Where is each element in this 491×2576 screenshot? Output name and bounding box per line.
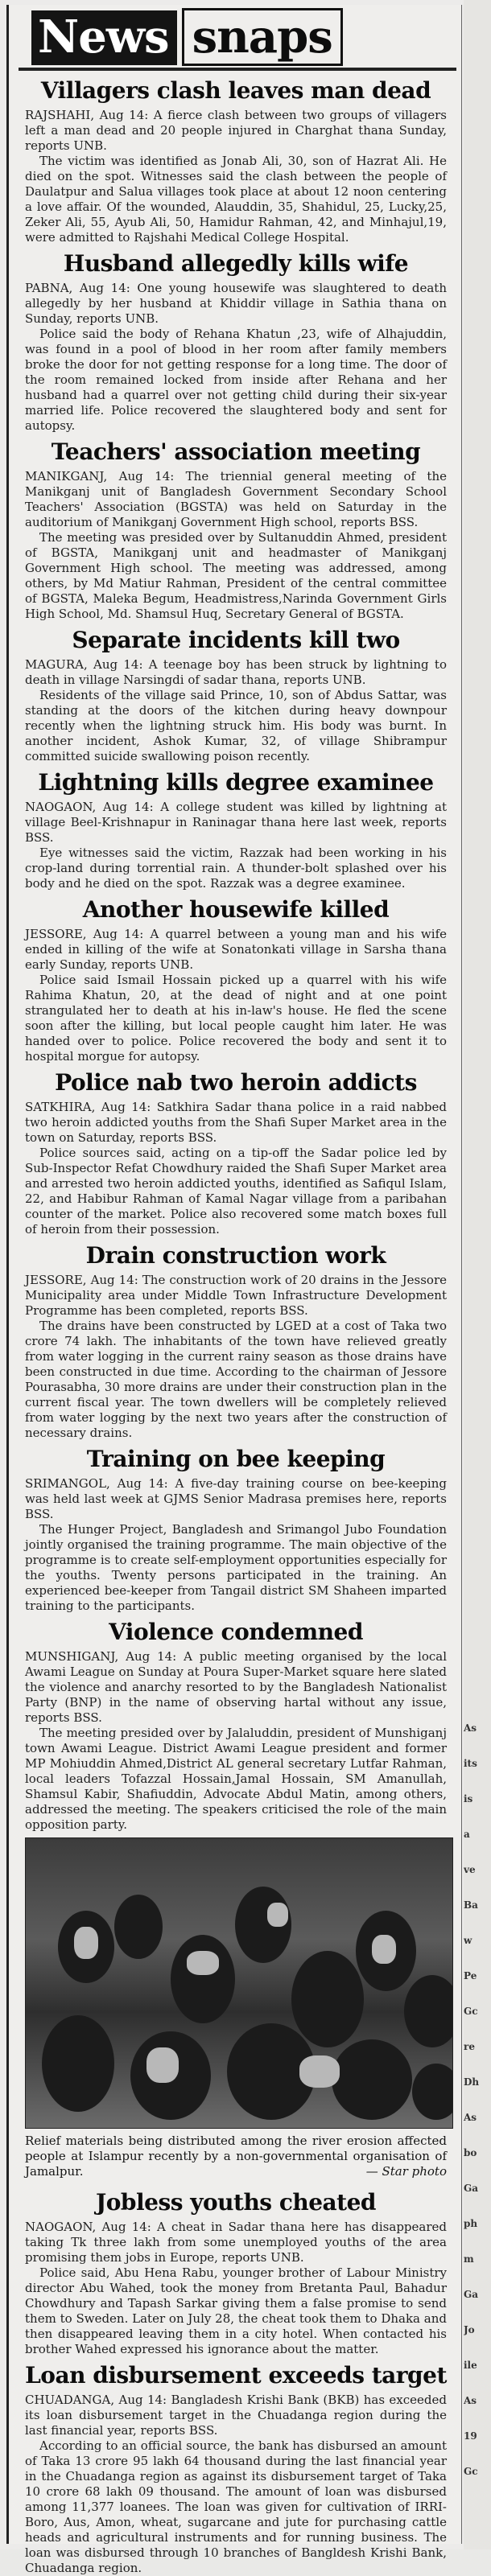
adjacent-column-fragment: Ga [464, 2183, 479, 2194]
story-headline: Jobless youths cheated [95, 2189, 377, 2216]
adjacent-column-fragment: Ga [464, 2289, 479, 2300]
masthead-rule [19, 68, 456, 71]
adjacent-column-fragment: is [464, 1793, 473, 1804]
adjacent-column-fragment: ph [464, 2218, 478, 2229]
story-paragraph: Police sources said, acting on a tip-off the Sadar police led by Sub-Inspector Refat Chowdhury raided the Shafi Super Market area and arrested two heroin addicted youths, identified as Safiqul Islam, 22, and Habibur Rahman of Kamal Nagar village from a paribahan counter of the market. Police also recovered some match boxes full of heroin from their possession. [25, 1146, 447, 1237]
news-story [25, 1242, 447, 1441]
adjacent-column-fragment: Ba [464, 1899, 478, 1911]
story-paragraph: JESSORE, Aug 14: A quarrel between a young man and his wife ended in killing of the wife at Sonatonkati village in Sarsha thana early Sunday, reports UNB. [25, 927, 447, 972]
story-paragraph: MUNSHIGANJ, Aug 14: A public meeting organised by the local Awami League on Sunday at Poura Super-Market square here slated the violence and anarchy resorted to by the Bangladesh Nationalist Party (BNP) in the name of observing hartal without any issue, reports BSS. [25, 1649, 447, 1725]
story-headline: Separate incidents kill two [72, 627, 400, 653]
photo-caption-text: Relief materials being distributed among the river erosion affected people at Islampur recently by a non-governmental organisation of Jamalpur. [25, 2134, 447, 2179]
adjacent-column-fragment: w [464, 1935, 472, 1946]
adjacent-column-fragment: As [464, 1722, 477, 1734]
adjacent-column-fragment: re [464, 2041, 475, 2052]
adjacent-column-fragment: ile [464, 2360, 477, 2371]
news-story [25, 896, 447, 1064]
adjacent-column-fragment: its [464, 1758, 477, 1769]
story-headline: Teachers' association meeting [51, 438, 421, 465]
photo-figure [114, 1895, 163, 1959]
story-paragraph: RAJSHAHI, Aug 14: A fierce clash between two groups of villagers left a man dead and 20 people injured in Charghat thana Sunday, reports UNB. [25, 108, 447, 153]
story-paragraph: PABNA, Aug 14: One young housewife was slaughtered to death allegedly by her husband at Khiddir village in Sathia thana on Sunday, reports UNB. [25, 281, 447, 326]
story-headline: Husband allegedly kills wife [63, 250, 409, 277]
news-story [25, 769, 447, 891]
story-headline: Violence condemned [109, 1619, 363, 1645]
story-paragraph: Residents of the village said Prince, 10, son of Abdus Sattar, was standing at the doors of the kitchen during heavy downpour recently when the lightning struck him. His body was burnt. In another incident, Ashok Kumar, 32, of village Shibrampur committed suicide swallowing poison recently. [25, 688, 447, 763]
adjacent-column-strip [464, 0, 491, 2549]
photo-figure [404, 1975, 453, 2047]
story-paragraph: NAOGAON, Aug 14: A cheat in Sadar thana here has disappeared taking Tk three lakh from some unemployed youths of the area promising them jobs in Europe, reports UNB. [25, 2220, 447, 2265]
story-paragraph: The victim was identified as Jonab Ali, 30, son of Hazrat Ali. He died on the spot. Witnesses said the clash between the people of Daulatpur and Salua villages took place at about 12 noon centering a love affair. Of the wounded, Alauddin, 35, Shahidul, 25, Lucky,25, Zeker Ali, 55, Ayub Ali, 50, Hamidur Rahman, 42, and Minhajul,19, were admitted to Rajshahi Medical College Hospital. [25, 154, 447, 245]
story-paragraph: The Hunger Project, Bangladesh and Srimangol Jubo Foundation jointly organised the training programme. The main objective of the programme is to create self-employment opportunities especially for the youths. Twenty persons participated in the training. An experienced bee-keeper from Tangail district SM Shaheen imparted training to the participants. [25, 1522, 447, 1613]
photo-figure [171, 1935, 235, 2023]
story-paragraph: Eye witnesses said the victim, Razzak had been working in his crop-land during torrential rain. A thunder-bolt splashed over his body and he died on the spot. Razzak was a degree examinee. [25, 846, 447, 891]
story-headline: Villagers clash leaves man dead [40, 77, 431, 104]
news-snaps-column [6, 5, 462, 2575]
story-paragraph: CHUADANGA, Aug 14: Bangladesh Krishi Bank (BKB) has exceeded its loan disbursement target in the Chuadanga region during the last financial year, reports BSS. [25, 2393, 447, 2438]
story-paragraph: NAOGAON, Aug 14: A college student was killed by lightning at village Beel-Krishnapur in Raninagar thana here last week, reports BSS. [25, 800, 447, 845]
photo-highlight [146, 2047, 179, 2083]
photo-highlight [267, 1903, 288, 1927]
news-story [25, 2362, 447, 2576]
story-headline: Another housewife killed [82, 896, 390, 923]
photo-highlight [299, 2055, 340, 2088]
photo-block [9, 1837, 461, 2184]
story-headline: Lightning kills degree examinee [38, 769, 434, 796]
news-story [25, 627, 447, 764]
photo-figure [42, 2015, 114, 2112]
story-paragraph: SATKHIRA, Aug 14: Satkhira Sadar thana police in a raid nabbed two heroin addicted youths from the Shafi Super Market area in the town on Saturday, reports BSS. [25, 1100, 447, 1145]
story-paragraph: The meeting presided over by Jalaluddin, president of Munshiganj town Awami League. District Awami League president and former MP Mohiuddin Ahmed,District AL general secretary Lutfar Rahman, local leaders Tofazzal Hossain,Jamal Hossain, SM Amanullah, Shamsul Kabir, Shafiuddin, Advocate Abdul Matin, among others, addressed the meeting. The speakers criticised the role of the main opposition party. [25, 1726, 447, 1832]
story-paragraph: MANIKGANJ, Aug 14: The triennial general meeting of the Manikganj unit of Bangladesh Government Secondary School Teachers' Association (BGSTA) was held on Saturday in the auditorium of Manikganj Government High school, reports BSS. [25, 469, 447, 529]
section-title-news: News [31, 10, 177, 65]
photo-highlight [187, 1951, 219, 1975]
news-story [25, 1069, 447, 1237]
story-paragraph: According to an official source, the bank has disbursed an amount of Taka 13 crore 95 lakh 64 thousand during the last financial year in the Chuadanga region as against its disbursement target of Taka 10 crore 68 lakh 09 thousand. The amount of loan was disbursed among 11,377 loanees. The loan was given for cultivation of IRRI-Boro, Aus, Amon, wheat, sugarcane and jute for purchasing cattle heads and agricultural instruments and for running business. The loan was disbursed through 10 branches of Bangldesh Krishi Bank, Chuadanga region. [25, 2438, 447, 2575]
photo-highlight [372, 1935, 396, 1964]
adjacent-column-fragment: As [464, 2112, 477, 2123]
story-headline: Police nab two heroin addicts [55, 1069, 417, 1096]
story-paragraph: Police said the body of Rehana Khatun ,23, wife of Alhajuddin, was found in a pool of blood in her room after family members broke the door for not getting response for a long time. The door of the room remained locked from inside after Rehana and her husband had a quarrel over not getting child during their six-year married life. Police recovered the slaughtered body and sent for autopsy. [25, 327, 447, 433]
adjacent-column-fragment: Jo [464, 2324, 475, 2335]
news-story [25, 250, 447, 434]
news-photo [25, 1837, 453, 2129]
photo-figure [412, 2064, 453, 2120]
photo-caption [25, 2134, 447, 2179]
adjacent-column-fragment: As [464, 2395, 477, 2406]
adjacent-column-fragment: m [464, 2253, 474, 2265]
stories-list [9, 77, 461, 1833]
adjacent-column-fragment: ve [464, 1864, 476, 1875]
photo-credit: — Star photo [365, 2164, 447, 2179]
adjacent-column-fragment: a [464, 1829, 470, 1840]
stories-list-after [9, 2189, 461, 2576]
story-paragraph: Police said Ismail Hossain picked up a quarrel with his wife Rahima Khatun, 20, at the dead of night and at one point strangulated her to death at his in-law's house. He fled the scene soon after the killing, but local people caught him later. He was handed over to police. Police recovered the body and sent it to hospital morgue for autopsy. [25, 973, 447, 1064]
photo-figure [332, 2039, 412, 2120]
news-story [25, 2189, 447, 2357]
section-title-snaps: snaps [182, 8, 343, 66]
news-story [25, 1619, 447, 1833]
adjacent-column-fragment: Pe [464, 1970, 477, 1981]
adjacent-column-fragment: 19 [464, 2430, 477, 2442]
photo-highlight [74, 1927, 98, 1959]
photo-figure [291, 1951, 364, 2047]
adjacent-column-fragment: bo [464, 2147, 477, 2158]
adjacent-column-fragment: Gc [464, 2006, 478, 2017]
story-paragraph: SRIMANGOL, Aug 14: A five-day training course on bee-keeping was held last week at GJMS Senior Madrasa premises here, reports BSS. [25, 1476, 447, 1521]
story-paragraph: Police said, Abu Hena Rabu, younger brother of Labour Ministry director Abu Wahed, took the money from Bretanta Paul, Bahadur Chowdhury and Tapash Sarkar giving them a false promise to send them to Sweden. Later on July 28, the cheat took them to Dhaka and then disappeared leaving them in a city hotel. When contacted his brother Wahed expressed his ignorance about the matter. [25, 2265, 447, 2356]
news-story [25, 77, 447, 245]
story-headline: Training on bee keeping [86, 1446, 386, 1472]
story-paragraph: JESSORE, Aug 14: The construction work of 20 drains in the Jessore Municipality area under Middle Town Infrastructure Development Programme has been completed, reports BSS. [25, 1273, 447, 1318]
section-title [31, 8, 343, 66]
masthead [9, 5, 461, 72]
news-story [25, 1446, 447, 1614]
story-paragraph: The drains have been constructed by LGED at a cost of Taka two crore 74 lakh. The inhabitants of the town have relieved greatly from water logging in the current rainy season as those drains have been constructed in due time. According to the chairman of Jessore Pourasabha, 30 more drains are under their construction plan in the current fiscal year. The town dwellers will be completely relieved from water logging by the next two years after the construction of necessary drains. [25, 1319, 447, 1440]
story-paragraph: The meeting was presided over by Sultanuddin Ahmed, president of BGSTA, Manikganj unit and headmaster of Manikganj Government High school. The meeting was addressed, among others, by Md Matiur Rahman, President of the central committee of BGSTA, Maleka Begum, Headmistress,Narinda Government Girls High School, Md. Shamsul Huq, Secretary General of BGSTA. [25, 530, 447, 621]
story-headline: Drain construction work [85, 1242, 386, 1269]
adjacent-column-fragment: Gc [464, 2466, 478, 2477]
adjacent-column-fragment: Dh [464, 2076, 480, 2088]
story-paragraph: MAGURA, Aug 14: A teenage boy has been struck by lightning to death in village Narsingdi of sadar thana, reports UNB. [25, 657, 447, 687]
news-story [25, 438, 447, 622]
story-headline: Loan disbursement exceeds target [25, 2362, 447, 2389]
